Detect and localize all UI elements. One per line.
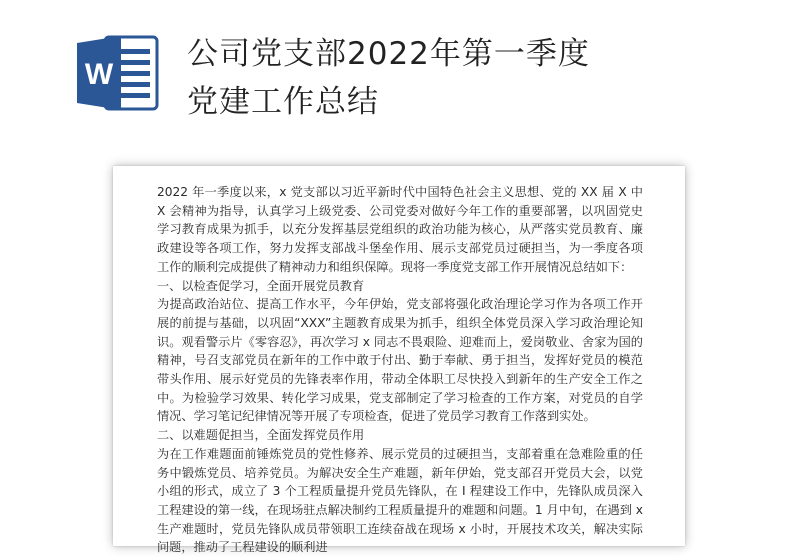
word-icon-line [117,93,150,98]
title-line-1: 公司党支部2022年第一季度 [187,36,590,72]
word-icon-line [117,60,150,65]
intro-paragraph: 2022 年一季度以来，x 党支部以习近平新时代中国特色社会主义思想、党的 XX 届 X 中 X 会精神为指导，认真学习上级党委、公司党委对做好今年工作的重要部署，以巩固党史学习教育成果为抓手，以充分发挥基层党组织的政治功能为核心，从严落实党员教育、廉政建设等各项工作，努力发挥支部战斗堡垒作用、展示支部党员过硬担当，为一季度各项工作的顺利完成提供了精神动力和组织保障。现将一季度党支部工作开展情况总结如下： [157,185,643,274]
word-icon-letter: W [84,58,114,91]
page-header [0,0,800,160]
section-heading-2: 二、以难题促担当，全面发挥党员作用 [157,428,365,443]
word-document-icon [75,33,159,113]
word-icon-line [117,82,150,87]
section-heading-1: 一、以检查促学习，全面开展党员教育 [157,278,365,293]
word-icon-line [117,71,150,76]
word-icon-line [117,49,150,54]
section-1-paragraph: 为提高政治站位、提高工作水平，今年伊始，党支部将强化政治理论学习作为各项工作开展的前提与基础，以巩固“XXX”主题教育成果为抓手，组织全体党员深入学习政治理论知识。观看警示片《零容忍》，再次学习 x 同志不畏艰险、迎难而上，爱岗敬业、舍家为国的精神，号召支部党员在新年的工作中敢于付出、勤于奉献、勇于担当，发挥好党员的模范带头作用、展示好党员的先锋表率作用，带动全体职工尽快投入到新年的生产安全工作之中。为检验学习效果、转化学习成果，党支部制定了学习检查的工作方案，对党员的自学情况、学习笔记纪律情况等开展了专项检查，促进了党员学习教育工作落到实处。 [157,297,643,424]
document-body [157,183,643,557]
page-title [187,30,747,126]
title-line-2: 党建工作总结 [187,84,379,120]
section-2-paragraph: 为在工作难题面前锤炼党员的党性修养、展示党员的过硬担当，支部着重在急难险重的任务中锻炼党员、培养党员。为解决安全生产难题，新年伊始，党支部召开党员大会，以党小组的形式，成立了 3 个工程质量提升党员先锋队，在 I 程建设工作中，先锋队成员深入工程建设的第一线，在现场驻点解决制约工程质量提升的难题和问题。1 月中旬，在遇到 x 生产难题时，党员先锋队成员带领职工连续奋战在现场 x 小时，开展技术攻关，解决实际问题，推动了工程建设的顺利进 [157,446,643,555]
